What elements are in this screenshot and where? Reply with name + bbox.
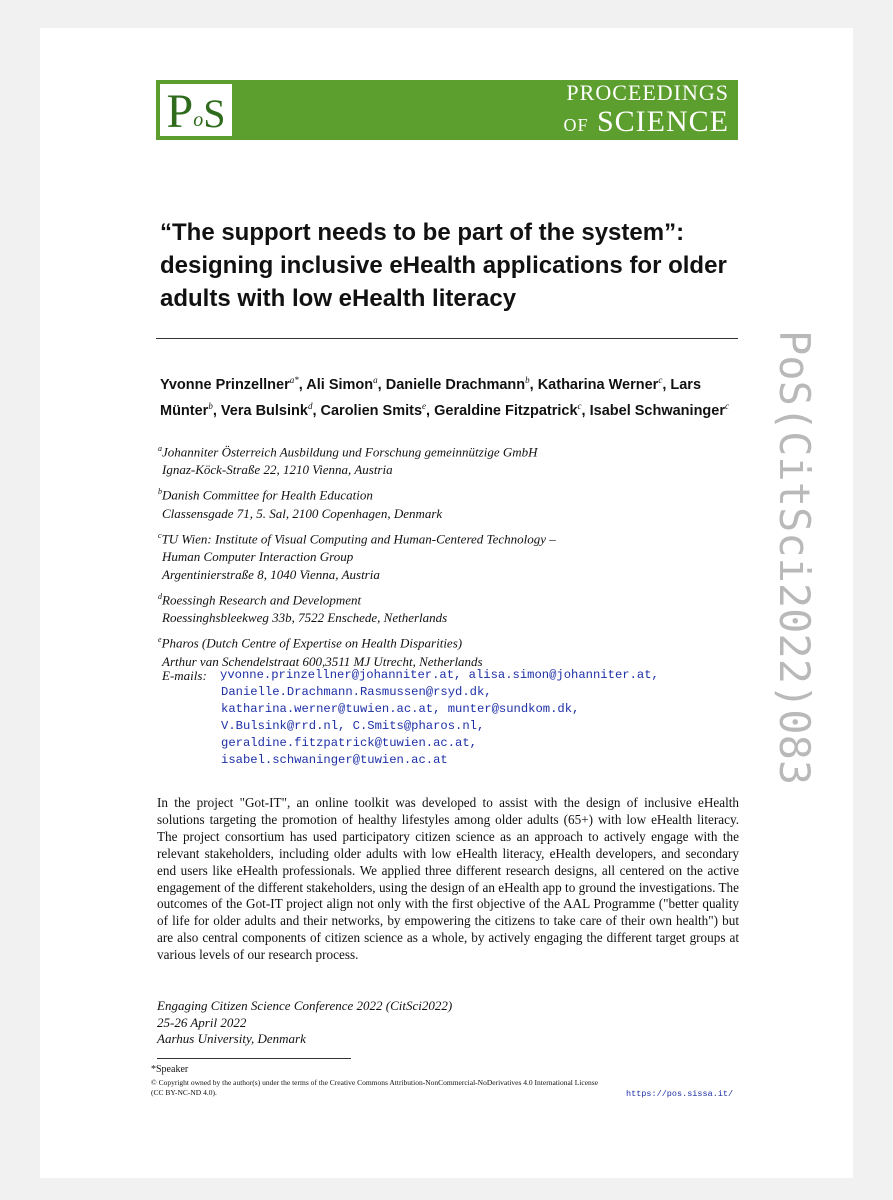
affiliation-list: [158, 440, 718, 675]
abstract: In the project "Got-IT", an online toolkit was developed to assist with the design of inclusive eHealth solutions targeting the promotion of healthy lifestyles among older adults (65+) with low eHealth literacy. The project consortium has used participatory citizen science as an approach to actively engage with the relevant stakeholders, including older adults with low eHealth literacy, eHealth developers, and secondary end users like eHealth professionals. We applied three different research designs, all centered on the active engagement of the different stakeholders, using the design of an eHealth app to ground the investigations. The outcomes of the Got-IT project align not only with the first objective of the AAL Programme ("better quality of life for older adults and their networks, by empowering the citizens to take care of their own health") but are also central components of citizen science as a whole, by actively engaging the different target groups at various levels of our research process.: [157, 795, 739, 963]
author: Isabel Schwaninger$^c$: [589, 400, 729, 419]
pos-logo: P o S: [160, 84, 232, 136]
proceedings-of-science-wordmark: [563, 80, 729, 141]
series-of: OF: [563, 115, 589, 135]
author: Vera Bulsink$^d$,: [220, 400, 321, 419]
email-link[interactable]: yvonne.prinzellner@johanniter.at, alisa.simon@johanniter.at,: [220, 668, 659, 682]
footnote-divider: [157, 1058, 351, 1059]
author-list: [160, 370, 730, 422]
affiliation: $^d$Roessingh Research and Development Roessinghsbleekweg 33b, 7522 Enschede, Netherlands: [158, 591, 448, 626]
author: Lars Münter$^b$,: [160, 376, 702, 419]
pos-site-link[interactable]: https://pos.sissa.it/: [626, 1089, 734, 1099]
emails-label: E-mails:: [162, 668, 207, 683]
pos-identifier-watermark: [738, 330, 848, 800]
conference-dates: 25-26 April 2022: [157, 1014, 247, 1030]
conference-name: Engaging Citizen Science Conference 2022 (CitSci2022): [157, 998, 453, 1013]
author: Carolien Smits$^e$,: [320, 400, 435, 419]
conference-info: [157, 998, 557, 1048]
author: Ali Simon$^a$,: [306, 375, 386, 393]
author: Katharina Werner$^c$,: [537, 375, 671, 393]
title-divider: [156, 338, 738, 339]
email-link[interactable]: Danielle.Drachmann.Rasmussen@rsyd.dk,: [221, 685, 492, 699]
copyright-footnote: © Copyright owned by the author(s) under the terms of the Creative Commons Attribution-NonCommercial-NoDerivatives 4.0 International License (CC BY-NC-ND 4.0).: [151, 1078, 599, 1097]
email-link[interactable]: katharina.werner@tuwien.ac.at, munter@sundkom.dk,: [221, 702, 580, 716]
email-link[interactable]: V.Bulsink@rrd.nl, C.Smits@pharos.nl,: [221, 719, 485, 733]
author: Danielle Drachmann$^b$,: [385, 375, 538, 393]
email-link[interactable]: geraldine.fitzpatrick@tuwien.ac.at,: [221, 736, 477, 750]
footnotes: [151, 1064, 601, 1098]
email-link[interactable]: isabel.schwaninger@tuwien.ac.at: [221, 753, 448, 767]
affiliation: $^e$Pharos (Dutch Centre of Expertise on Health Disparities) Arthur van Schendelstraat 600,3511 MJ Utrecht, Netherlands: [158, 635, 483, 669]
affiliation: $^c$TU Wien: Institute of Visual Computing and Human-Centered Technology – Human Computer Interaction Group Argentinierstraße 8, 1040 Vienna, Austria: [158, 530, 556, 582]
speaker-footnote: *Speaker: [151, 1064, 189, 1075]
author: Geraldine Fitzpatrick$^c$,: [434, 400, 590, 419]
affiliation: $^a$Johanniter Österreich Ausbildung und Forschung gemeinnützige GmbH Ignaz-Köck-Straße 22, 1210 Vienna, Austria: [158, 444, 538, 478]
affiliation: $^b$Danish Committee for Health Education Classensgade 71, 5. Sal, 2100 Copenhagen, Denmark: [158, 487, 443, 521]
watermark-text: PoS(CitSci2022)083: [770, 330, 819, 786]
author: Yvonne Prinzellner$^{a*}$,: [160, 375, 307, 393]
conference-venue: Aarhus University, Denmark: [157, 1031, 306, 1046]
paper-title: “The support needs to be part of the system”: designing inclusive eHealth applications for older adults with low eHealth literacy: [160, 219, 727, 312]
series-line-1: PROCEEDINGS: [566, 80, 729, 105]
series-line-2: SCIENCE: [596, 105, 729, 138]
email-list: [221, 667, 741, 769]
